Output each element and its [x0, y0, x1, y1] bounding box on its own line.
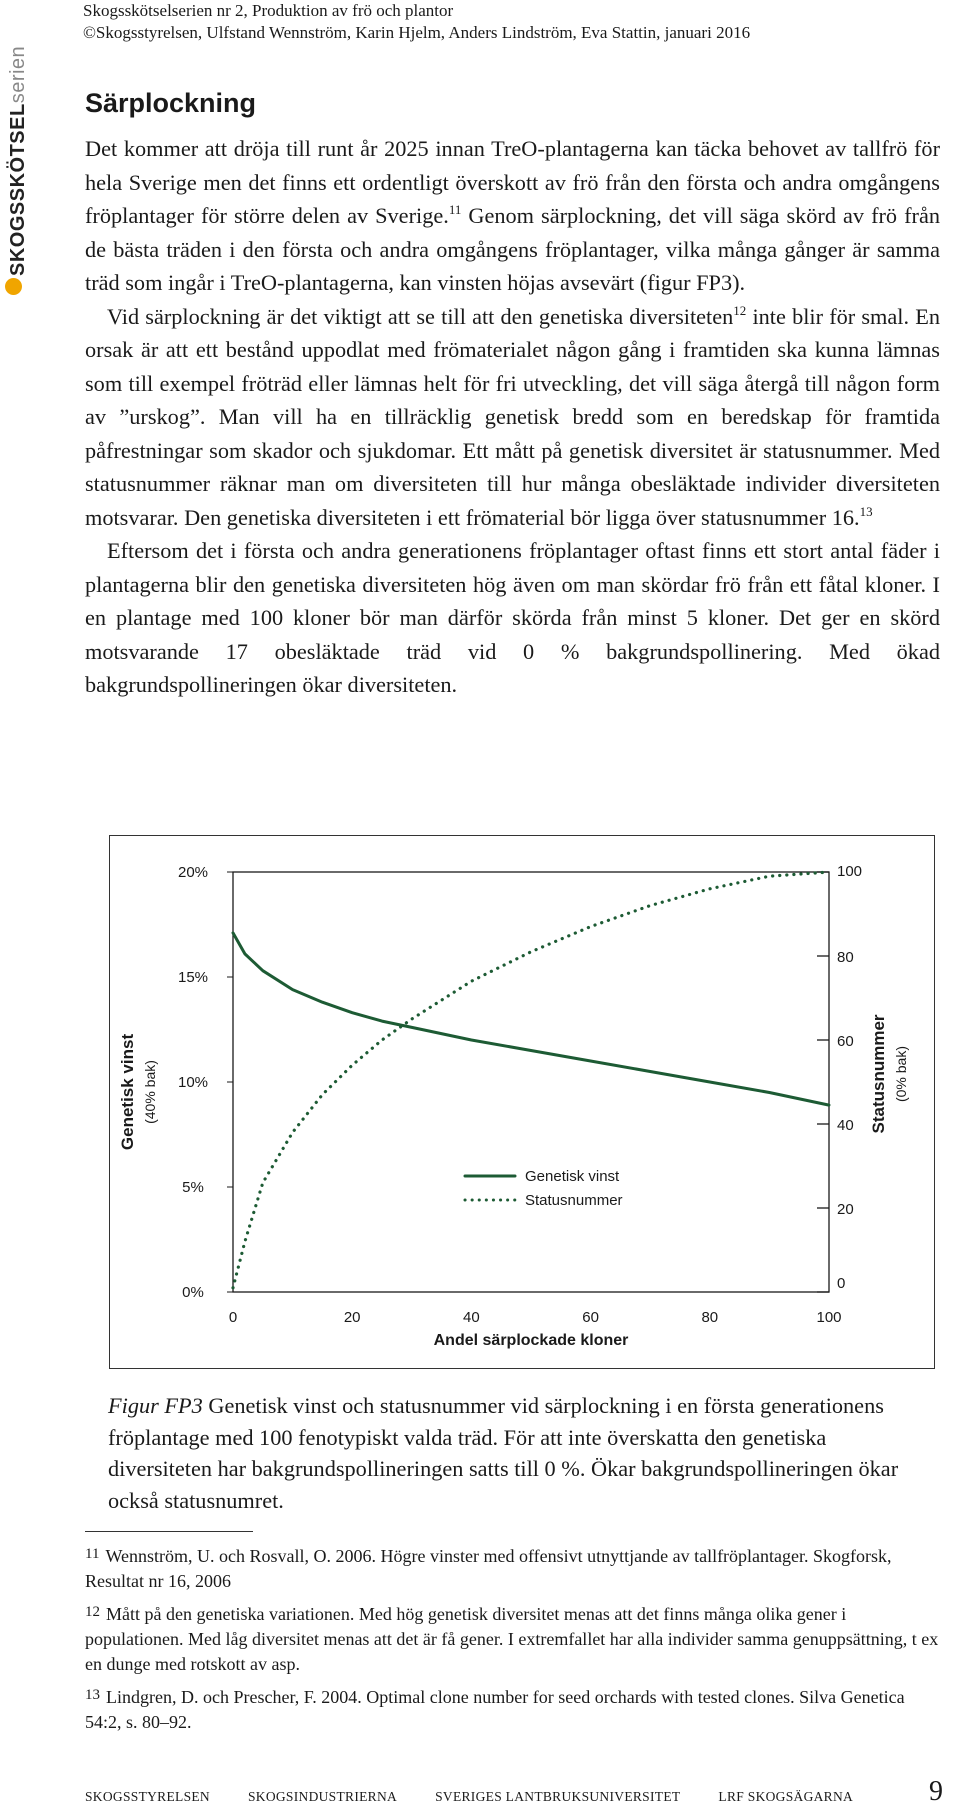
- y-right-tick-label: 60: [837, 1033, 854, 1050]
- series-line-genetisk-vinst: [233, 933, 829, 1105]
- x-tick-label: 60: [582, 1309, 599, 1326]
- x-tick-label: 0: [228, 1309, 238, 1326]
- paragraph-1: Det kommer att dröja till runt år 2025 innan TreO-plantagerna kan täcka behovet av tallfrö för hela Sverige men det finns ett ordentligt överskott av frö från den första och andra omgångens fröplantager för större delen av Sverige.$^{11}$ Genom särplockning, det vill säga skörd av frö från de bästa träden i den första och andra omgångens fröplantager, vilka många gånger är samma träd som ingår i TreO-plantagerna, kan vinsten höjas avsevärt (figur FP3).: [85, 136, 940, 295]
- section-title: Särplockning: [85, 88, 257, 118]
- copyright-line: ©Skogsstyrelsen, Ulfstand Wennström, Karin Hjelm, Anders Lindström, Eva Stattin, januari 2016: [83, 23, 751, 42]
- y-right-axis-subtitle: (0% bak): [893, 1045, 909, 1103]
- figure-caption-label: Figur FP3: [108, 1393, 203, 1418]
- footnote-12: $^{12}$ Mått på den genetiska variationen. Med hög genetisk diversitet menas att det finns många olika gener i populationen. Med låg diversitet menas att det är få gener. I extremfallet har alla individer samma genuppsättning, t ex en dunge med rotskott av asp.: [85, 1604, 939, 1674]
- footnotes: [85, 1542, 940, 1741]
- footer-org-skogsindustrierna: SKOGSINDUSTRIERNA: [247, 1789, 398, 1804]
- figure-caption-text: Genetisk vinst och statusnummer vid särplockning i en första generationens fröplantage med 100 fenotypiskt valda träd. För att inte överskatta den genetiska diversiteten har bakgrundspollineringen satts till 0 %. Ökar bakgrundspollineringen ökar också statusnumret.: [108, 1393, 899, 1513]
- x-axis-title: Andel särplockade kloner: [433, 1332, 629, 1349]
- y-left-axis-title: Genetisk vinst: [118, 1033, 137, 1151]
- footnote-ref-11[interactable]: 11: [448, 202, 462, 217]
- x-tick-label: 80: [701, 1309, 719, 1326]
- footnote-rule: [85, 1531, 253, 1532]
- logo-suffix-text: serien: [7, 45, 29, 104]
- series-line: Skogsskötselserien nr 2, Produktion av frö och plantor: [83, 1, 454, 20]
- y-right-tick-label: 40: [837, 1117, 854, 1134]
- plot-area: [233, 872, 829, 1292]
- y-left-tick-label: 10%: [177, 1074, 209, 1091]
- x-tick-label: 20: [343, 1309, 361, 1326]
- y-left-tick-label: 20%: [177, 864, 209, 881]
- y-left-tick-label: 15%: [177, 969, 209, 986]
- footer-org-slu: SVERIGES LANTBRUKSUNIVERSITET: [435, 1789, 681, 1804]
- footnote-ref-12[interactable]: 12: [733, 302, 747, 318]
- logo-dot-icon: [5, 278, 22, 295]
- y-right-tick-label: 100: [837, 863, 863, 880]
- paragraph-2: Vid särplockning är det viktigt att se till att den genetiska diversiteten$^{12}$ inte blir för smal. En orsak är att ett bestånd uppodlat med frömaterialet någon gång i framtiden ska kunna lämnas som till exempel fröträd eller lämnas helt för fri utveckling, det vill säga återgå till någon form av ”urskog”. Man vill ha en tillräcklig genetisk bredd som en beredskap för framtida påfrestningar som skador och sjukdomar. Ett mått på genetisk diversitet är statusnummer. Med statusnummer räknar man om diversiteten till hur många obesläktade individer diversiteten motsvarar. Den genetiska diversiteten i ett frömaterial bör ligga över statusnummer 16.13: [85, 302, 941, 530]
- series-logo: [2, 40, 32, 280]
- legend-label: Genetisk vinst: [525, 1168, 620, 1185]
- paragraph-3: Eftersom det i första och andra generationens fröplantager oftast finns ett stort antal fäder i plantagerna blir den genetiska diversiteten hög även om man skördar frö från ett fåtal kloner. I en plantage med 100 kloner bör man därför skörda från minst 5 kloner. Det ger en skörd motsvarande 17 obesläktade träd vid 0 % bakgrundspollinering. Med ökad bakgrundspollineringen ökar diversiteten.: [85, 538, 940, 697]
- series-line-statusnummer: [233, 872, 829, 1288]
- footnote-11: $^{11}$ Wennström, U. och Rosvall, O. 2006. Högre vinster med offensivt utnyttjande av tallfröplantager. Skogforsk, Resultat nr 16, 2006: [85, 1546, 892, 1591]
- y-right-tick-label: 20: [837, 1201, 854, 1218]
- y-right-tick-label: 0: [837, 1275, 846, 1292]
- page-footer: [85, 1789, 955, 1805]
- y-left-tick-label: 0%: [182, 1284, 204, 1301]
- y-left-axis-subtitle: (40% bak): [142, 1060, 158, 1124]
- y-left-tick-label: 5%: [182, 1179, 204, 1196]
- logo-main-text: SKOGSSKÖTSEL: [7, 103, 29, 276]
- x-tick-label: 100: [816, 1309, 842, 1326]
- body-text: [85, 132, 940, 702]
- figure-caption: [108, 1390, 908, 1516]
- chart-genetisk-vinst-statusnummer: [109, 835, 935, 1369]
- footnote-ref-13[interactable]: 13: [859, 503, 873, 519]
- page-header: [83, 0, 943, 44]
- footnote-13: $^{13}$ Lindgren, D. och Prescher, F. 2004. Optimal clone number for seed orchards with tested clones. Silva Genetica 54:2, s. 80–92.: [85, 1687, 905, 1732]
- x-tick-label: 40: [463, 1309, 480, 1326]
- y-right-tick-label: 80: [837, 949, 854, 966]
- footer-org-lrf: LRF SKOGSÄGARNA: [718, 1789, 854, 1804]
- page-number: 9: [929, 1776, 943, 1807]
- y-right-axis-title: Statusnummer: [869, 1014, 888, 1134]
- footer-org-skogsstyrelsen: SKOGSSTYRELSEN: [85, 1789, 210, 1804]
- legend-label: Statusnummer: [525, 1192, 623, 1209]
